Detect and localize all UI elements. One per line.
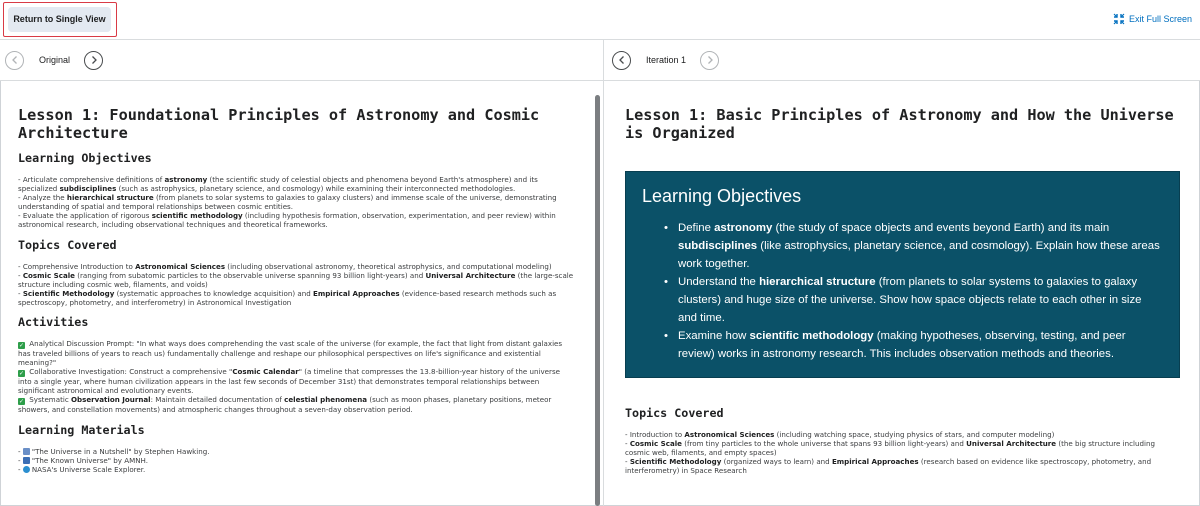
list-item: - Cosmic Scale (ranging from subatomic particles to the observable universe spanning 93 billion light-years) and Universal Architecture (the large-scale structure including cosmic web, filaments, and voids) [18, 270, 574, 289]
checkmark-icon: ✓ [18, 370, 25, 378]
learning-objectives-box [625, 171, 1180, 378]
top-toolbar [0, 0, 1200, 40]
exit-fullscreen-icon [1113, 13, 1125, 25]
return-button-highlight [3, 2, 117, 37]
original-label: Original [39, 55, 71, 65]
list-item: • Examine how scientific methodology (making hypotheses, observing, testing, and peer review) works in astronomy research. This includes observation methods and theories. [664, 327, 1163, 363]
list-item: - Comprehensive Introduction to Astronomical Sciences (including observational astronomy, theoretical astrophysics, and computational modeling) [18, 261, 552, 271]
chevron-right-icon [705, 55, 715, 65]
chevron-right-icon [89, 55, 99, 65]
list-item: - Articulate comprehensive definitions of astronomy (the scientific study of celestial objects and phenomena beyond Earth's atmosphere) and its specialized subdisciplines (such as astrophysics, planetary science, and cosmology) while examining their interconnected methodologies. [18, 175, 538, 194]
original-next-button[interactable] [84, 51, 103, 70]
original-topics-heading: Topics Covered [18, 237, 117, 252]
list-item: ✓ Collaborative Investigation: Construct a comprehensive "Cosmic Calendar" (a timeline that compresses the 13.8-billion-year history of the universe into a single year, where human civilization appears in the last few seconds of December 31st) that demonstrates temporal relationships between significant astronomical and evolutionary events. [18, 367, 561, 396]
globe-icon [23, 466, 30, 473]
checkmark-icon: ✓ [18, 342, 25, 350]
original-activities-heading: Activities [18, 315, 89, 330]
original-lesson-title: Lesson 1: Foundational Principles of Astronomy and Cosmic Architecture [18, 106, 540, 142]
original-objectives-heading: Learning Objectives [18, 151, 152, 165]
list-item: ✓ Analytical Discussion Prompt: "In what ways does comprehending the vast scale of the universe (for example, the fact that light from distant galaxies has traveled billions of years to reach us) fundamentally challenge and reshape our philosophical perspectives on life's significance and existential meaning?" [18, 339, 563, 368]
iteration-label: Iteration 1 [646, 55, 687, 65]
original-content-pane [0, 82, 595, 506]
list-item: - Scientific Methodology (systematic approaches to knowledge acquisition) and Empirical Approaches (evidence-based research methods such as spectroscopy, photometry, and interferometry) in Astronomical Investigation [18, 288, 557, 307]
original-activities-list [18, 339, 575, 414]
chevron-left-icon [617, 55, 627, 65]
original-prev-button[interactable] [5, 51, 24, 70]
list-item: - Cosmic Scale (from tiny particles to the whole universe that spans 93 billion light-years) and Universal Architecture (the big structure including cosmic web, filaments, and empty spaces) [625, 439, 1155, 458]
original-topics-list [18, 262, 575, 307]
iteration-topics-list [625, 430, 1180, 475]
chevron-left-icon [10, 55, 20, 65]
original-materials-list [18, 447, 575, 474]
list-item: - NASA's Universe Scale Explorer. [18, 464, 146, 474]
original-materials-heading: Learning Materials [18, 422, 145, 437]
original-pane-header [0, 40, 603, 81]
original-objectives-list [18, 175, 575, 230]
iteration-prev-button[interactable] [612, 51, 631, 70]
iteration-objectives-heading: Learning Objectives [642, 186, 802, 206]
iteration-pane-header [604, 40, 1200, 81]
iteration-content-pane [604, 82, 1198, 506]
list-item: - "The Universe in a Nutshell" by Stephen Hawking. [18, 446, 210, 456]
list-item: - Evaluate the application of rigorous scientific methodology (including hypothesis formation, observation, experimentation, and peer review) within astronomical research, including observational techniques and theoretical frameworks. [18, 211, 556, 230]
iteration-lesson-title: Lesson 1: Basic Principles of Astronomy and How the Universe is Organized [625, 106, 1174, 142]
exit-full-screen-label: Exit Full Screen [1128, 14, 1192, 24]
list-item: - Scientific Methodology (organized ways to learn) and Empirical Approaches (research based on evidence like spectroscopy, photometry, and interferometry) in Space Research [625, 457, 1152, 476]
exit-full-screen-link[interactable] [1113, 12, 1192, 26]
list-item: - Analyze the hierarchical structure (from planets to solar systems to galaxies to galaxy clusters) and immense scale of the universe, demonstrating understanding of spatial and temporal relationships between cosmic entities. [18, 193, 557, 212]
original-scrollbar[interactable] [595, 95, 600, 506]
checkmark-icon: ✓ [18, 398, 25, 406]
iteration-next-button[interactable] [700, 51, 719, 70]
list-item: - Introduction to Astronomical Sciences (including watching space, studying physics of stars, and computer modeling) [625, 430, 1055, 439]
iteration-topics-heading: Topics Covered [625, 406, 724, 420]
list-item: ✓ Systematic Observation Journal: Maintain detailed documentation of celestial phenomena (such as moon phases, planetary positions, meteor showers, and constellation movements) and atmospheric changes throughout a seven-day observation period. [18, 395, 552, 415]
list-item: - "The Known Universe" by AMNH. [18, 455, 148, 465]
return-to-single-view-button[interactable]: Return to Single View [8, 7, 111, 32]
video-icon [23, 457, 30, 464]
list-item: • Define astronomy (the study of space objects and events beyond Earth) and its main subdisciplines (like astrophysics, planetary science, and cosmology). Explain how these areas work together. [664, 219, 1163, 273]
iteration-objectives-list [642, 219, 1163, 363]
bold-term: celestial phenomena [284, 395, 368, 405]
list-item: • Understand the hierarchical structure (from planets to solar systems to galaxies to galaxy clusters) and huge size of the universe. Show how space objects relate to each other in size and time. [664, 273, 1163, 327]
book-icon [23, 448, 30, 455]
